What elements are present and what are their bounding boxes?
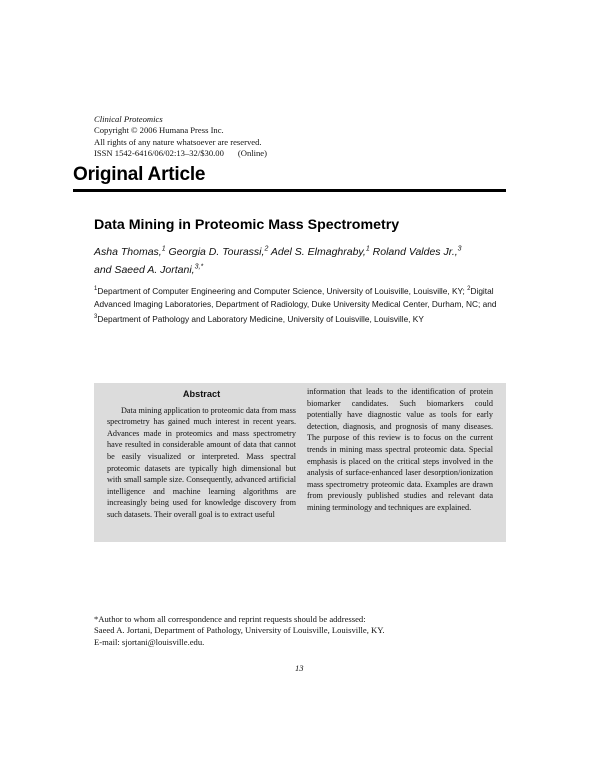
affiliation-3-marker: 3: [94, 314, 98, 321]
affiliation-1-marker: 1: [94, 286, 98, 292]
issn-line: [94, 148, 267, 159]
author-4: Roland Valdes Jr.,$^3$: [372, 245, 462, 258]
affiliation-2: Digital Advanced Imaging Laboratories, Department of Radiology, Duke University Medical Center, Durham, NC; and: [94, 285, 497, 309]
journal-name: Clinical Proteomics: [94, 114, 163, 124]
abstract-heading: Abstract: [182, 389, 221, 399]
affiliations: [94, 283, 499, 326]
abstract-text-right: information that leads to the identification of protein biomarker candidates. Such biomarkers could potentially have diagnostic value as tools for early detection, diagnosis, and prognosis of many diseases. The purpose of this review is to focus on the current trends in mining mass spectral proteomic data. Special emphasis is placed on the critical steps involved in the analysis of surface-enhanced laser desorption/ionization mass spectrometry proteomic data. Examples are drawn from previously published studies and relevant data mining terminology and techniques are explained.: [307, 387, 493, 512]
affiliation-1: Department of Computer Engineering and Computer Science, University of Louisville, Louisville, KY;: [97, 285, 465, 296]
page-number: 13: [295, 663, 304, 673]
author-2: Georgia D. Tourassi,$^2$: [168, 245, 269, 258]
footnote-email: E-mail: sjortani@louisville.edu.: [94, 636, 205, 647]
issn-number: ISSN 1542-6416/06/02:13–32/$30.00: [94, 148, 224, 159]
article-title: Data Mining in Proteomic Mass Spectrometry: [94, 217, 400, 233]
author-1: Asha Thomas,$^1$: [94, 245, 166, 258]
section-label: Original Article: [73, 164, 206, 185]
copyright-line: Copyright © 2006 Humana Press Inc.: [94, 125, 224, 136]
section-divider: [73, 189, 506, 192]
abstract-right-column: [307, 386, 493, 514]
author-list: [94, 241, 514, 278]
correspondence-footnote: [94, 614, 384, 648]
footnote-line-1: *Author to whom all correspondence and reprint requests should be addressed:: [94, 614, 366, 624]
abstract-left-column: [107, 389, 296, 521]
footnote-line-2: Saeed A. Jortani, Department of Pathology, University of Louisville, Louisville, KY.: [94, 625, 385, 636]
issn-online: (Online): [237, 148, 267, 159]
journal-info: [94, 114, 267, 160]
author-3: Adel S. Elmaghraby,$^1$: [270, 245, 370, 258]
affiliation-2-marker: 2: [467, 286, 471, 292]
abstract-box: [94, 383, 506, 542]
abstract-text-left: Data mining application to proteomic data from mass spectrometry has gained much interest in recent years. Advances made in proteomics and mass spectrometry have resulted in considerable amount of data that cannot be easily visualized or interpreted. Mass spectral proteomic datasets are typically high dimensional but with small sample size. Consequently, advanced artificial intelligence and machine learning algorithms are increasingly being used for knowledge discovery from such datasets. Their overall goal is to extract useful: [107, 405, 296, 519]
affiliation-3: Department of Pathology and Laboratory Medicine, University of Louisville, Louisville, KY: [97, 313, 424, 324]
rights-line: All rights of any nature whatsoever are reserved.: [94, 136, 262, 147]
author-5: and Saeed A. Jortani,$^{3,*}$: [94, 263, 204, 276]
